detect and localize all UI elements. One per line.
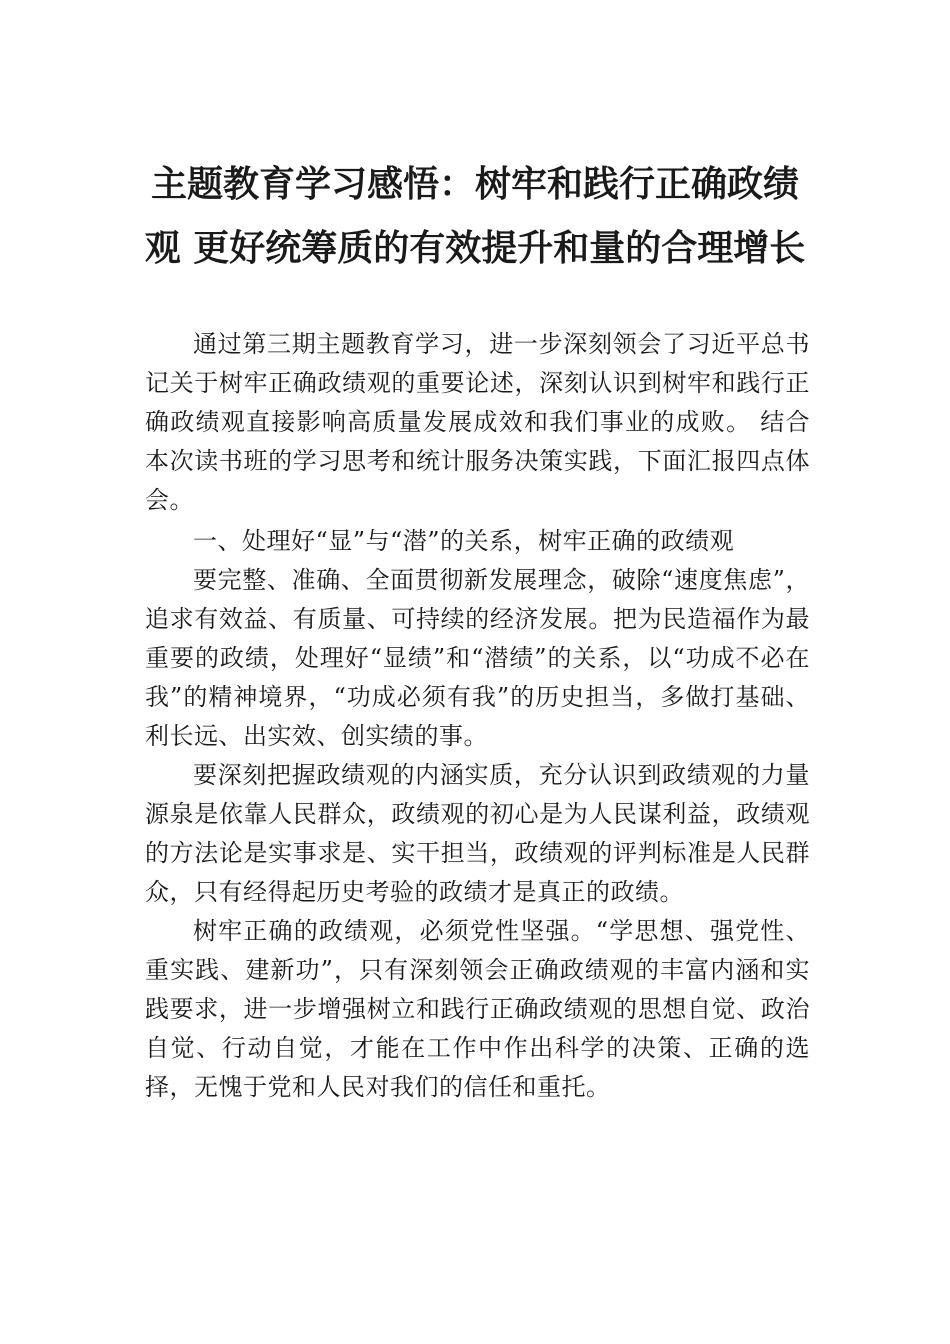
- section-heading-1: 一、处理好“显”与“潜”的关系，树牢正确的政绩观: [193, 527, 735, 555]
- paragraph: 要深刻把握政绩观的内涵实质，充分认识到政绩观的力量源泉是依靠人民群众，政绩观的初心是为人民谋利益，政绩观的方法论是实事求是、实干担当，政绩观的评判标准是人民群众，只有经得起历史考验的政绩才是真正的政绩。: [145, 761, 810, 906]
- document-body: [145, 325, 810, 1107]
- document-title: [130, 152, 820, 280]
- paragraph: 树牢正确的政绩观，必须党性坚强。“学思想、强党性、重实践、建新功”，只有深刻领会正确政绩观的丰富内涵和实践要求，进一步增强树立和践行正确政绩观的思想自觉、政治自觉、行动自觉，才能在工作中作出科学的决策、正确的选择，无愧于党和人民对我们的信任和重托。: [145, 917, 810, 1101]
- paragraph-intro: 通过第三期主题教育学习，进一步深刻领会了习近平总书记关于树牢正确政绩观的重要论述，深刻认识到树牢和践行正确政绩观直接影响高质量发展成效和我们事业的成败。 结合本次读书班的学习思考和统计服务决策实践，下面汇报四点体会。: [145, 330, 810, 514]
- title-line-1: 主题教育学习感悟：树牢和践行正确政绩: [150, 163, 799, 205]
- title-line-2: 观 更好统筹质的有效提升和量的合理增长: [144, 227, 806, 269]
- paragraph: 要完整、准确、全面贯彻新发展理念，破除“速度焦虑”，追求有效益、有质量、可持续的经济发展。把为民造福作为最重要的政绩，处理好“显绩”和“潜绩”的关系，以“功成不必在我”的精神境界，“功成必须有我”的历史担当，多做打基础、利长远、出实效、创实绩的事。: [145, 566, 810, 750]
